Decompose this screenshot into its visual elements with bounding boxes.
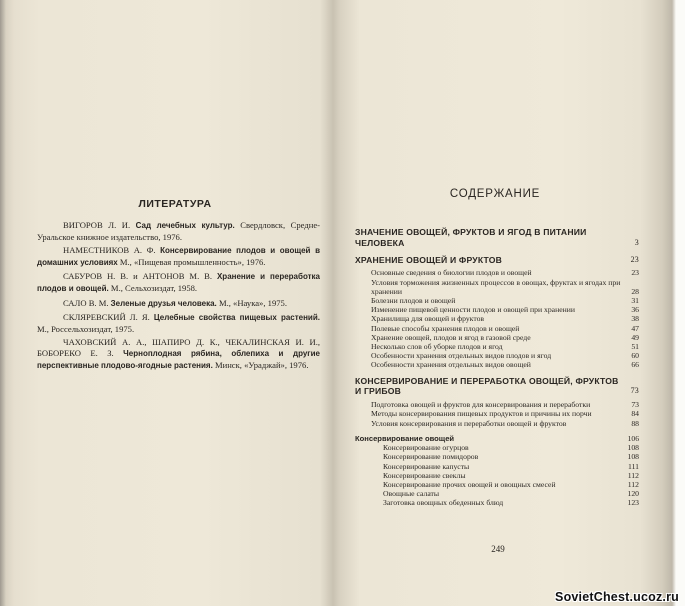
ref-author: ВИГОРОВ Л. И. xyxy=(63,220,131,230)
toc-item: Консервирование помидоров 108 xyxy=(383,452,639,462)
watermark: SovietChest.ucoz.ru xyxy=(555,590,679,604)
toc-page-number: 23 xyxy=(630,254,639,264)
toc-item: Консервирование свеклы 112 xyxy=(383,470,639,480)
toc-subsection-title: Консервирование овощей xyxy=(355,433,455,443)
toc-page-number: 106 xyxy=(627,433,639,443)
reference-item xyxy=(37,245,320,268)
toc-item: Консервирование прочих овощей и овощных смесей 112 xyxy=(383,480,639,490)
ref-title: Черноплодная рябина, облепиха и другие перспективные плодово-ягодные растения. xyxy=(37,348,321,370)
toc-item: Особенности хранения отдельных видов овощей 66 xyxy=(371,360,639,370)
toc-section-title: КОНСЕРВИРОВАНИЕ И ПЕРЕРАБОТКА ОВОЩЕЙ, ФРУКТОВ И ГРИБОВ xyxy=(355,375,619,397)
ref-publisher: М., Сельхозиздат, 1958. xyxy=(110,282,198,293)
ref-author: ЧАХОВСКИЙ А. А., ШАПИРО Д. К., ЧЕКАЛИНСКАЯ И. И., БОБОРЕКО Е. З. xyxy=(37,337,320,358)
reference-item xyxy=(37,271,320,294)
reference-item xyxy=(37,337,320,371)
ref-author: СКЛЯРЕВСКИЙ Л. Я. xyxy=(63,312,150,323)
reference-item xyxy=(37,220,320,242)
toc-item: Условия консервирования и переработки овощей и фруктов 88 xyxy=(371,418,639,428)
toc-item: Основные сведения о биологии плодов и овощей 23 xyxy=(371,268,639,278)
toc-section-title: ХРАНЕНИЕ ОВОЩЕЙ И ФРУКТОВ xyxy=(355,254,503,265)
toc-item: Методы консервирования пищевых продуктов и причины их порчи 84 xyxy=(371,409,639,419)
toc-subsection xyxy=(355,434,639,443)
toc-item: Консервирование огурцов 108 xyxy=(383,443,639,453)
toc-item: Подготовка овощей и фруктов для консервирования и переработки 73 xyxy=(371,400,639,410)
ref-publisher: М., «Пищевая промышленность», 1976. xyxy=(119,256,266,267)
toc-item: Болезни плодов и овощей 31 xyxy=(371,296,639,305)
toc-section-title: ЗНАЧЕНИЕ ОВОЩЕЙ, ФРУКТОВ И ЯГОД В ПИТАНИИ ЧЕЛОВЕКА xyxy=(355,227,587,248)
toc-item: Условия торможения жизненных процессов в овощах, фруктах и ягодах при хранении 28 xyxy=(371,277,639,296)
contents-title: СОДЕРЖАНИЕ xyxy=(449,188,541,200)
toc-section xyxy=(355,227,639,249)
toc-item: Полевые способы хранения плодов и овощей 47 xyxy=(371,323,639,333)
reference-item xyxy=(37,298,320,310)
toc-item: Хранение овощей, плодов и ягод в газовой среде 49 xyxy=(371,332,639,342)
ref-title: Хранение и переработка плодов и овощей. xyxy=(37,272,320,293)
toc-item: Хранилища для овощей и фруктов 38 xyxy=(371,314,639,324)
toc-item: Особенности хранения отдельных видов плодов и ягод 60 xyxy=(371,351,639,361)
ref-title: Сад лечебных культур. xyxy=(135,221,235,230)
toc-page-number: 73 xyxy=(630,386,639,396)
ref-author: САБУРОВ Н. В. и АНТОНОВ М. В. xyxy=(63,271,213,282)
toc-item: Овощные салаты 120 xyxy=(383,489,639,499)
page-number: 249 xyxy=(491,544,505,554)
ref-publisher: Минск, «Ураджай», 1976. xyxy=(214,359,309,370)
toc-item: Несколько слов об уборке плодов и ягод 51 xyxy=(371,342,639,352)
table-of-contents xyxy=(355,227,639,508)
ref-publisher: М., «Наука», 1975. xyxy=(218,297,287,308)
ref-title: Консервирование плодов и овощей в домашних условиях xyxy=(37,246,320,267)
ref-author: НАМЕСТНИКОВ А. Ф. xyxy=(63,245,156,256)
toc-item: Консервирование капусты 111 xyxy=(383,461,639,471)
ref-publisher: Свердловск, Средне-Уральское книжное издательство, 1976. xyxy=(37,220,320,242)
toc-section xyxy=(355,376,639,398)
ref-author: САЛО В. М. xyxy=(63,297,109,308)
references-list xyxy=(37,220,320,374)
toc-item: Изменение пищевой ценности плодов и овощей при хранении 36 xyxy=(371,305,639,315)
toc-page-number: 3 xyxy=(634,237,639,247)
ref-title: Зеленые друзья человека. xyxy=(110,298,217,308)
ref-title: Целебные свойства пищевых растений. xyxy=(153,313,320,323)
left-page xyxy=(0,0,333,606)
toc-section xyxy=(355,255,639,266)
toc-item: Заготовка овощных обеденных блюд 123 xyxy=(383,498,639,508)
literature-title: ЛИТЕРАТУРА xyxy=(138,198,212,210)
reference-item xyxy=(37,312,320,334)
ref-publisher: М., Россельхозиздат, 1975. xyxy=(37,323,135,334)
